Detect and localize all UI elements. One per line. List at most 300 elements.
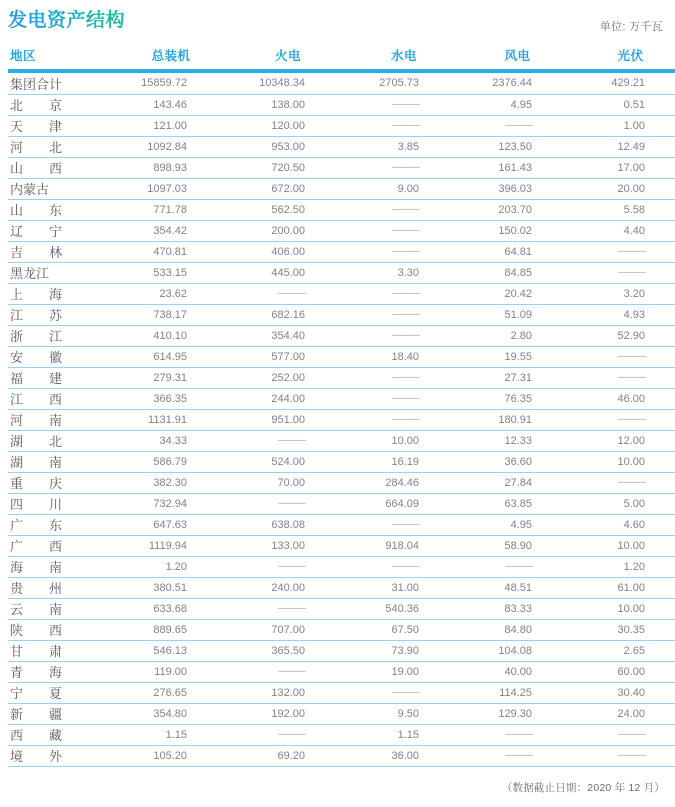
cell-wind: 40.00: [461, 661, 574, 682]
table-row: [8, 724, 675, 745]
cell-hydro: 2705.73: [347, 73, 461, 94]
cell-total: 276.65: [113, 682, 229, 703]
column-header-wind: 风电: [504, 49, 531, 63]
cell-wind: 203.70: [461, 199, 574, 220]
cell-thermal: 252.00: [229, 367, 347, 388]
no-value-dash: ———: [392, 161, 419, 173]
cell-thermal: 524.00: [229, 451, 347, 472]
cell-thermal: 562.50: [229, 199, 347, 220]
cell-wind: 4.95: [461, 94, 574, 115]
no-value-dash: ———: [392, 245, 419, 257]
cell-region: [8, 619, 113, 640]
cell-thermal: 69.20: [229, 745, 347, 766]
cell-solar: 5.58: [574, 199, 675, 220]
cell-region: [8, 73, 113, 94]
cell-hydro: 540.36: [347, 598, 461, 619]
cell-total: 279.31: [113, 367, 229, 388]
cell-wind: 84.85: [461, 262, 574, 283]
table-row: [8, 136, 675, 157]
cell-total: 410.10: [113, 325, 229, 346]
cell-solar: 4.93: [574, 304, 675, 325]
cell-wind: 20.42: [461, 283, 574, 304]
table-row: [8, 661, 675, 682]
cell-thermal: 132.00: [229, 682, 347, 703]
region-name: 广东: [10, 518, 62, 533]
cell-region: [8, 535, 113, 556]
cell-solar: 12.49: [574, 136, 675, 157]
cell-hydro: 3.30: [347, 262, 461, 283]
no-value-dash: ———: [392, 329, 419, 341]
cell-hydro: 10.00: [347, 430, 461, 451]
table-row: [8, 682, 675, 703]
cell-region: [8, 283, 113, 304]
cell-region: [8, 409, 113, 430]
cell-solar: 30.40: [574, 682, 675, 703]
cell-hydro: [347, 556, 461, 577]
no-value-dash: ———: [618, 350, 645, 362]
cell-solar: 1.20: [574, 556, 675, 577]
cell-wind: 2.80: [461, 325, 574, 346]
cell-region: [8, 325, 113, 346]
cell-solar: 10.00: [574, 598, 675, 619]
region-name: 河北: [10, 140, 62, 155]
cell-solar: [574, 346, 675, 367]
region-name: 湖南: [10, 455, 62, 470]
table-row: [8, 619, 675, 640]
cell-total: 647.63: [113, 514, 229, 535]
cell-total: 119.00: [113, 661, 229, 682]
cell-total: 23.62: [113, 283, 229, 304]
no-value-dash: ———: [278, 728, 305, 740]
cell-wind: 27.31: [461, 367, 574, 388]
region-name: 陕西: [10, 623, 62, 638]
table-row: [8, 577, 675, 598]
cell-hydro: 9.50: [347, 703, 461, 724]
region-name: 北京: [10, 98, 62, 113]
cell-hydro: 16.19: [347, 451, 461, 472]
cell-hydro: 31.00: [347, 577, 461, 598]
cell-solar: 10.00: [574, 535, 675, 556]
cell-thermal: 682.16: [229, 304, 347, 325]
table-row: [8, 535, 675, 556]
cell-hydro: [347, 388, 461, 409]
cell-total: 34.33: [113, 430, 229, 451]
cell-wind: 64.81: [461, 241, 574, 262]
cell-region: [8, 94, 113, 115]
cell-hydro: [347, 157, 461, 178]
cell-solar: [574, 241, 675, 262]
column-header-solar: 光伏: [617, 49, 644, 63]
cell-region: [8, 262, 113, 283]
cell-solar: 20.00: [574, 178, 675, 199]
no-value-dash: ———: [392, 308, 419, 320]
cell-wind: 114.25: [461, 682, 574, 703]
table-row: [8, 367, 675, 388]
cell-wind: [461, 115, 574, 136]
cell-thermal: 638.08: [229, 514, 347, 535]
cell-thermal: 138.00: [229, 94, 347, 115]
cell-hydro: 36.00: [347, 745, 461, 766]
cell-wind: 58.90: [461, 535, 574, 556]
region-name: 青海: [10, 665, 62, 680]
table-row: [8, 409, 675, 430]
cell-thermal: [229, 661, 347, 682]
region-name: 山西: [10, 161, 62, 176]
table-row: [8, 451, 675, 472]
region-name: 山东: [10, 203, 62, 218]
no-value-dash: ———: [278, 497, 305, 509]
cell-thermal: 133.00: [229, 535, 347, 556]
cell-wind: 129.30: [461, 703, 574, 724]
table-row: [8, 241, 675, 262]
cell-region: [8, 745, 113, 766]
table-row: [8, 94, 675, 115]
cell-region: [8, 451, 113, 472]
cell-thermal: 244.00: [229, 388, 347, 409]
no-value-dash: ———: [392, 560, 419, 572]
data-cutoff-note: （数据截止日期：2020 年 12 月）: [501, 782, 665, 794]
cell-hydro: 9.00: [347, 178, 461, 199]
region-name: 江西: [10, 392, 62, 407]
cell-thermal: 577.00: [229, 346, 347, 367]
cell-solar: 30.35: [574, 619, 675, 640]
cell-thermal: 10348.34: [229, 73, 347, 94]
cell-region: [8, 199, 113, 220]
no-value-dash: ———: [618, 371, 645, 383]
no-value-dash: ———: [505, 728, 532, 740]
cell-hydro: [347, 304, 461, 325]
cell-hydro: [347, 514, 461, 535]
cell-region: [8, 220, 113, 241]
cell-solar: [574, 409, 675, 430]
cell-hydro: [347, 241, 461, 262]
cell-region: [8, 598, 113, 619]
no-value-dash: ———: [618, 266, 645, 278]
table-row: [8, 115, 675, 136]
cell-total: 1092.84: [113, 136, 229, 157]
cell-hydro: [347, 325, 461, 346]
cell-region: [8, 178, 113, 199]
region-name: 浙江: [10, 329, 62, 344]
cell-solar: [574, 367, 675, 388]
cell-wind: 48.51: [461, 577, 574, 598]
cell-wind: 180.91: [461, 409, 574, 430]
cell-region: [8, 493, 113, 514]
cell-solar: 4.40: [574, 220, 675, 241]
cell-solar: 3.20: [574, 283, 675, 304]
region-name: 西藏: [10, 728, 62, 743]
cell-thermal: 200.00: [229, 220, 347, 241]
cell-thermal: 70.00: [229, 472, 347, 493]
no-value-dash: ———: [392, 392, 419, 404]
region-name: 境外: [10, 749, 62, 764]
cell-hydro: 284.46: [347, 472, 461, 493]
unit-label: 单位: 万千瓦: [599, 21, 663, 33]
cell-total: 1097.03: [113, 178, 229, 199]
cell-hydro: [347, 409, 461, 430]
cell-wind: 36.60: [461, 451, 574, 472]
cell-region: [8, 157, 113, 178]
cell-total: 1131.91: [113, 409, 229, 430]
cell-region: [8, 115, 113, 136]
no-value-dash: ———: [392, 203, 419, 215]
cell-total: 354.80: [113, 703, 229, 724]
cell-total: 738.17: [113, 304, 229, 325]
no-value-dash: ———: [392, 287, 419, 299]
cell-thermal: [229, 493, 347, 514]
cell-wind: 12.33: [461, 430, 574, 451]
cell-total: 586.79: [113, 451, 229, 472]
cell-solar: 46.00: [574, 388, 675, 409]
region-name: 贵州: [10, 581, 62, 596]
no-value-dash: ———: [278, 665, 305, 677]
region-name: 江苏: [10, 308, 62, 323]
cell-thermal: 445.00: [229, 262, 347, 283]
table-row: [8, 325, 675, 346]
cell-total: 121.00: [113, 115, 229, 136]
cell-total: 546.13: [113, 640, 229, 661]
cell-solar: 4.60: [574, 514, 675, 535]
cell-region: [8, 430, 113, 451]
cell-solar: 12.00: [574, 430, 675, 451]
table-header-row: [8, 44, 675, 69]
cell-total: 614.95: [113, 346, 229, 367]
cell-thermal: 192.00: [229, 703, 347, 724]
table-row: [8, 346, 675, 367]
cell-wind: 396.03: [461, 178, 574, 199]
cell-thermal: [229, 598, 347, 619]
cell-hydro: 18.40: [347, 346, 461, 367]
cell-region: [8, 472, 113, 493]
cell-thermal: 953.00: [229, 136, 347, 157]
cell-total: 1119.94: [113, 535, 229, 556]
cell-total: 1.20: [113, 556, 229, 577]
table-row: [8, 199, 675, 220]
cell-region: [8, 703, 113, 724]
table-header: [8, 44, 675, 73]
cell-solar: 1.00: [574, 115, 675, 136]
cell-hydro: [347, 115, 461, 136]
cell-thermal: 120.00: [229, 115, 347, 136]
table-row: [8, 430, 675, 451]
no-value-dash: ———: [278, 434, 305, 446]
table-row: [8, 556, 675, 577]
region-name: 安徽: [10, 350, 62, 365]
no-value-dash: ———: [278, 287, 305, 299]
cell-wind: [461, 724, 574, 745]
header: [8, 0, 667, 40]
table-row: [8, 178, 675, 199]
table-row: [8, 388, 675, 409]
cell-total: 366.35: [113, 388, 229, 409]
page-title: 发电资产结构: [8, 10, 126, 31]
region-name: 新疆: [10, 707, 62, 722]
no-value-dash: ———: [618, 749, 645, 761]
cell-solar: 0.51: [574, 94, 675, 115]
cell-region: [8, 346, 113, 367]
cell-hydro: [347, 94, 461, 115]
no-value-dash: ———: [618, 476, 645, 488]
table-row: [8, 304, 675, 325]
table-row: [8, 472, 675, 493]
cell-wind: 51.09: [461, 304, 574, 325]
cell-region: [8, 556, 113, 577]
no-value-dash: ———: [278, 602, 305, 614]
cell-hydro: 67.50: [347, 619, 461, 640]
cell-wind: [461, 556, 574, 577]
table-row: [8, 73, 675, 94]
no-value-dash: ———: [392, 518, 419, 530]
cell-total: 889.65: [113, 619, 229, 640]
no-value-dash: ———: [392, 98, 419, 110]
cell-region: [8, 367, 113, 388]
cell-thermal: [229, 283, 347, 304]
cell-total: 470.81: [113, 241, 229, 262]
region-name: 海南: [10, 560, 62, 575]
region-name: 甘肃: [10, 644, 62, 659]
cell-total: 382.30: [113, 472, 229, 493]
cell-thermal: 720.50: [229, 157, 347, 178]
cell-solar: [574, 472, 675, 493]
cell-region: [8, 136, 113, 157]
asset-structure-table: [8, 44, 675, 767]
cell-solar: 5.00: [574, 493, 675, 514]
cell-hydro: [347, 682, 461, 703]
column-header-total: 总装机: [151, 49, 191, 63]
cell-total: 143.46: [113, 94, 229, 115]
region-name: 四川: [10, 497, 62, 512]
cell-solar: 52.90: [574, 325, 675, 346]
region-name: 云南: [10, 602, 62, 617]
cell-solar: 61.00: [574, 577, 675, 598]
cell-total: 732.94: [113, 493, 229, 514]
cell-thermal: 354.40: [229, 325, 347, 346]
cell-wind: 150.02: [461, 220, 574, 241]
cell-wind: 84.80: [461, 619, 574, 640]
cell-solar: 17.00: [574, 157, 675, 178]
cell-thermal: 707.00: [229, 619, 347, 640]
column-header-hydro: 水电: [390, 49, 417, 63]
cell-region: [8, 682, 113, 703]
region-name: 重庆: [10, 476, 62, 491]
cell-total: 1.15: [113, 724, 229, 745]
cell-hydro: [347, 367, 461, 388]
cell-wind: 4.95: [461, 514, 574, 535]
region-name: 上海: [10, 287, 62, 302]
no-value-dash: ———: [618, 413, 645, 425]
cell-hydro: 664.09: [347, 493, 461, 514]
no-value-dash: ———: [618, 728, 645, 740]
no-value-dash: ———: [505, 560, 532, 572]
cell-hydro: [347, 220, 461, 241]
cell-solar: 429.21: [574, 73, 675, 94]
cell-total: 633.68: [113, 598, 229, 619]
cell-total: 533.15: [113, 262, 229, 283]
column-header-thermal: 火电: [274, 49, 301, 63]
cell-thermal: 672.00: [229, 178, 347, 199]
cell-solar: 24.00: [574, 703, 675, 724]
cell-hydro: 918.04: [347, 535, 461, 556]
region-name: 福建: [10, 371, 62, 386]
table-row: [8, 640, 675, 661]
cell-region: [8, 661, 113, 682]
table-row: [8, 157, 675, 178]
no-value-dash: ———: [392, 371, 419, 383]
cell-thermal: [229, 556, 347, 577]
cell-thermal: [229, 724, 347, 745]
cell-wind: 76.35: [461, 388, 574, 409]
cell-wind: 27.84: [461, 472, 574, 493]
cell-wind: 123.50: [461, 136, 574, 157]
cell-solar: 60.00: [574, 661, 675, 682]
cell-thermal: [229, 430, 347, 451]
no-value-dash: ———: [392, 686, 419, 698]
cell-wind: 161.43: [461, 157, 574, 178]
cell-thermal: 406.00: [229, 241, 347, 262]
cell-region: [8, 241, 113, 262]
cell-hydro: 1.15: [347, 724, 461, 745]
table-row: [8, 514, 675, 535]
region-name: 天津: [10, 119, 62, 134]
cell-wind: [461, 745, 574, 766]
region-name: 辽宁: [10, 224, 62, 239]
table-row: [8, 703, 675, 724]
no-value-dash: ———: [278, 560, 305, 572]
region-name: 河南: [10, 413, 62, 428]
no-value-dash: ———: [618, 245, 645, 257]
no-value-dash: ———: [505, 119, 532, 131]
table-body: [8, 73, 675, 766]
table-row: [8, 745, 675, 766]
cell-total: 771.78: [113, 199, 229, 220]
cell-wind: 2376.44: [461, 73, 574, 94]
region-name: 黑龙江: [10, 266, 50, 281]
no-value-dash: ———: [392, 413, 419, 425]
table-row: [8, 493, 675, 514]
cell-thermal: 365.50: [229, 640, 347, 661]
cell-solar: 10.00: [574, 451, 675, 472]
no-value-dash: ———: [505, 749, 532, 761]
column-header-region: 地区: [10, 49, 37, 63]
region-name: 集团合计: [10, 76, 63, 92]
no-value-dash: ———: [392, 119, 419, 131]
cell-solar: 2.65: [574, 640, 675, 661]
cell-hydro: 3.85: [347, 136, 461, 157]
table-row: [8, 220, 675, 241]
cell-wind: 104.08: [461, 640, 574, 661]
no-value-dash: ———: [392, 224, 419, 236]
cell-region: [8, 304, 113, 325]
cell-region: [8, 514, 113, 535]
cell-region: [8, 388, 113, 409]
cell-wind: 83.33: [461, 598, 574, 619]
region-name: 广西: [10, 539, 62, 554]
region-name: 内蒙古: [10, 182, 50, 197]
cell-solar: [574, 262, 675, 283]
cell-solar: [574, 724, 675, 745]
cell-hydro: [347, 283, 461, 304]
cell-total: 354.42: [113, 220, 229, 241]
cell-region: [8, 640, 113, 661]
cell-hydro: [347, 199, 461, 220]
region-name: 湖北: [10, 434, 62, 449]
cell-total: 15859.72: [113, 73, 229, 94]
table-row: [8, 262, 675, 283]
cell-total: 898.93: [113, 157, 229, 178]
cell-wind: 19.55: [461, 346, 574, 367]
cell-hydro: 19.00: [347, 661, 461, 682]
cell-wind: 63.85: [461, 493, 574, 514]
